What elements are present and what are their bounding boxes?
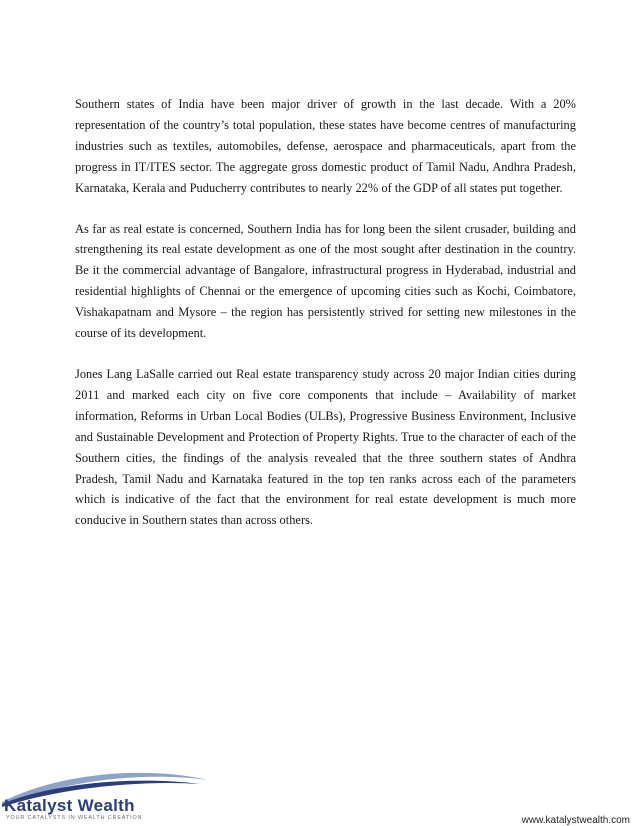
paragraph-2: As far as real estate is concerned, Southern India has for long been the silent crusader, building and strengthening its real estate development as one of the most sought after destination in the country. Be it the commercial advantage of Bangalore, infrastructural progress in Hyderabad, industrial and residential highlights of Chennai or the emergence of upcoming cities such as Kochi, Coimbatore, Vishakapatnam and Mysore – the region has persistently strived for setting new milestones in the course of its development. (75, 221, 576, 341)
brand-tagline: YOUR CATALYSTS IN WEALTH CREATION (6, 815, 143, 821)
paragraph-3: Jones Lang LaSalle carried out Real estate transparency study across 20 major Indian cities during 2011 and marked each city on five core components that include – Availability of market information, Reforms in Urban Local Bodies (ULBs), Progressive Business Environment, Inclusive and Sustainable Development and Protection of Property Rights. True to the character of each of the Southern cities, the findings of the analysis revealed that the three southern states of Andhra Pradesh, Tamil Nadu and Karnataka featured in the top ten ranks across each of the parameters which is indicative of the fact that the environment for real estate development is much more conducive in Southern states than across others. (75, 366, 576, 528)
brand-logo-text: Katalyst Wealth (4, 796, 135, 815)
paragraph-1: Southern states of India have been major driver of growth in the last decade. With a 20% representation of the country’s total population, these states have become centres of manufacturing industries such as textiles, automobiles, defense, aerospace and pharmaceuticals, apart from the progress in IT/ITES sector. The aggregate gross domestic product of Tamil Nadu, Andhra Pradesh, Karnataka, Kerala and Puducherry contributes to nearly 22% of the GDP of all states put together. (75, 97, 576, 195)
page-footer (0, 768, 638, 826)
website-link[interactable]: www.katalystwealth.com (521, 815, 630, 826)
document-body (75, 94, 576, 551)
